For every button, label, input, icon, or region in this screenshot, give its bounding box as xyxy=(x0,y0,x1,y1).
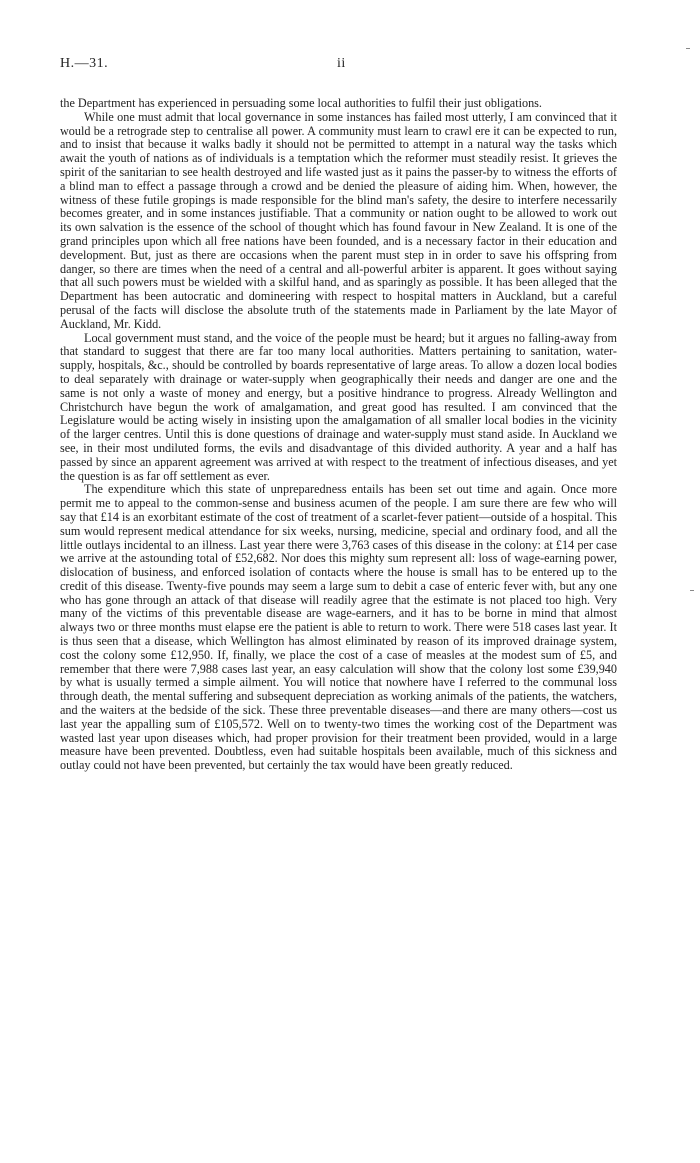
paragraph-continuation: the Department has experienced in persuading some local authorities to fulfil their just obligations. xyxy=(60,96,542,110)
scan-mark-top xyxy=(686,48,690,49)
paragraph-expenditure: The expenditure which this state of unpreparedness entails has been set out time and again. Once more permit me to appeal to the common-sense and business acumen of the people. I am sure there are few who will say that £14 is an exorbitant estimate of the cost of treatment of a scarlet-fever patient—outside of a hospital. This sum would represent medical attendance for six weeks, nursing, medicine, special and ordinary food, and all the little outlays incidental to an illness. Last year there were 3,763 cases of this disease in the colony: at £14 per case we arrive at the astounding total of £52,682. Nor does this mighty sum represent all: loss of wage-earning power, dislocation of business, and enforced isolation of contacts where the house is small has to be entered up to the credit of this disease. Twenty-five pounds may seem a large sum to debit a case of enteric fever with, but any one who has gone through an attack of that disease will readily agree that the estimate is not placed too high. Very many of the victims of this preventable disease are wage-earners, and it has to be borne in mind that almost always two or three months must elapse ere the patient is able to return to work. There were 518 cases last year. It is thus seen that a disease, which Wellington has almost eliminated by reason of its improved drainage system, cost the colony some £12,950. If, finally, we place the cost of a case of measles at the modest sum of £5, and remember that there were 7,988 cases last year, an easy calculation will show that the colony lost some £39,940 by what is usually termed a simple ailment. You will notice that nowhere have I referred to the communal loss through death, the mental suffering and subsequent depreciation as working animals of the patients, the watchers, and the waiters at the bedside of the sick. These three preventable diseases—and there are many others—cost us last year the appalling sum of £105,572. Well on to twenty-two times the working cost of the Department was wasted last year upon diseases which, had proper provision for their treatment been provided, would in a large measure have been prevented. Doubtless, even had suitable hospitals been available, much of this sickness and outlay could not have been prevented, but certainly the tax would have been greatly reduced. xyxy=(60,482,617,773)
paragraph-local-government: Local government must stand, and the voice of the people must be heard; but it argues no falling-away from that standard to suggest that there are far too many local authorities. Matters pertaining to sanitation, water-supply, hospitals, &c., should be controlled by boards representative of large areas. To allow a dozen local bodies to deal separately with drainage or water-supply when geographically their needs and danger are one and the same is not only a waste of money and energy, but a positive hindrance to progress. Already Wellington and Christchurch have begun the work of amalgamation, and great good has resulted. I am convinced that the Legislature would be acting wisely in insisting upon the amalgamation of all smaller local bodies in the vicinity of the larger centres. Until this is done questions of drainage and water-supply must stand aside. In Auckland we see, in their most undiluted forms, the evils and disadvantage of this divided authority. A year and a half has passed by since an apparent agreement was arrived at with respect to the treatment of infectious diseases, and yet the question is as far off settlement as ever. xyxy=(60,330,617,483)
document-reference: H.—31. xyxy=(60,56,109,71)
document-page xyxy=(60,56,617,773)
page-header xyxy=(60,56,617,78)
paragraph-local-governance: While one must admit that local governance in some instances has failed most utterly, I am convinced that it would be a retrograde step to centralise all power. A community must learn to crawl ere it can be expected to run, and to insist that because it walks badly it should not be permitted to attempt in a natural way the tasks which await the youth of nations as of individuals is a temptation which the reformer must steadily resist. It grieves the spirit of the sanitarian to see health destroyed and life wasted just as it pains the passer-by to witness the efforts of a blind man to effect a passage through a crowd and be denied the pleasure of aiding him. When, however, the witness of these futile gropings is made responsible for the blind man's safety, the desire to interfere necessarily becomes greater, and in some instances justifiable. That a community or nation ought to be allowed to work out its own salvation is the essence of the school of thought which has found favour in New Zealand. It is one of the grand principles upon which all free nations have been founded, and is a necessary factor in their education and development. But, just as there are occasions when the parent must step in in order to save his offspring from danger, so there are times when the need of a central and all-powerful arbiter is apparent. It goes without saying that all such powers must be wielded with a skilful hand, and as sparingly as possible. It has been alleged that the Department has been autocratic and domineering with respect to hospital matters in Auckland, but a careful perusal of the facts will disclose the absolute truth of the statements made in Parliament by the late Mayor of Auckland, Mr. Kidd. xyxy=(60,109,617,331)
page-number: ii xyxy=(337,56,346,71)
body-text xyxy=(60,97,617,773)
scan-mark-middle xyxy=(690,590,694,591)
